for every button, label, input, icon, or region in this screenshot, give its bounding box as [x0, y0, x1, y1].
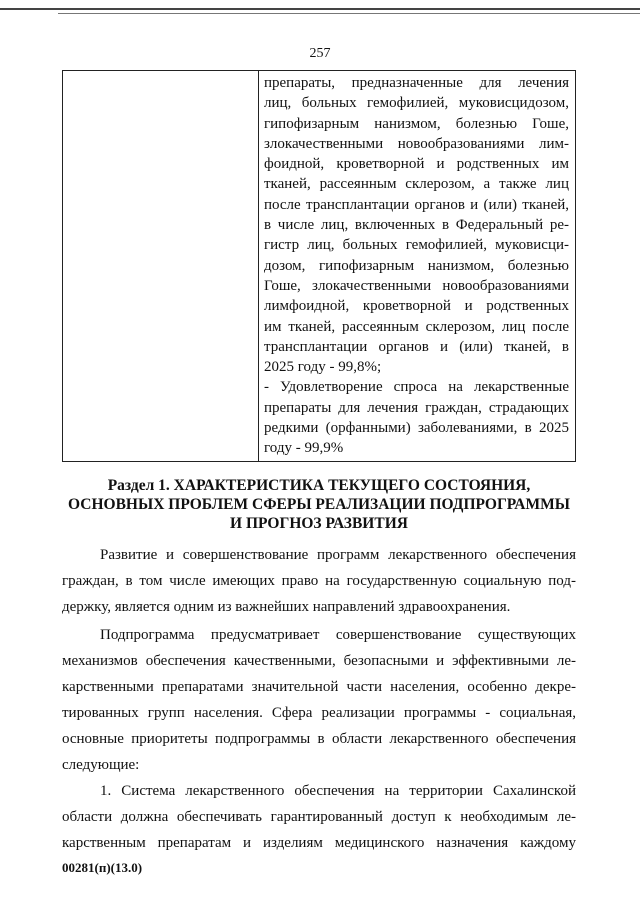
table-line: редкими (орфанными) заболеваниями, в 2025 — [264, 420, 569, 437]
header-rule — [0, 8, 640, 10]
document-code: 00281(п)(13.0) — [62, 860, 143, 875]
paragraph-line: следующие: — [62, 757, 140, 773]
paragraph-line: тированных групп населения. Сфера реализации программы - социальная, — [62, 705, 576, 721]
paragraph-1 — [62, 542, 576, 620]
paragraph-line: граждан, в том числе имеющих право на государственную социальную под- — [62, 573, 576, 589]
paragraph-line: держку, является одним из важнейших направлений здравоохранения. — [62, 599, 511, 615]
table-line: тканей, рассеянным склерозом, а также лиц — [264, 176, 569, 193]
paragraph-line: основные приоритеты подпрограммы в области лекарственного обеспечения — [62, 731, 576, 747]
table-line: гистр лиц, больных гемофилией, муковисци- — [264, 237, 569, 254]
paragraph-line: области должна обеспечивать гарантированный доступ к необходимым ле- — [62, 809, 576, 825]
table-line: фоидной, кроветворной и родственных им — [264, 156, 569, 173]
table-line: лимфоидной, кроветворной и родственных — [264, 298, 569, 315]
table-line: году - 99,9% — [264, 440, 344, 457]
table-line: 2025 году - 99,8%; — [264, 359, 382, 376]
paragraph-line: Развитие и совершенствование программ лекарственного обеспечения — [100, 547, 576, 563]
paragraph-line: карственным препаратам и изделиям медицинского назначения каждому — [62, 835, 576, 851]
table-line: им тканей, рассеянным склерозом, лиц после — [264, 318, 569, 335]
table-line: в числе лиц, включенных в Федеральный ре- — [264, 217, 569, 234]
table-line: после трансплантации органов и (или) тканей, — [264, 196, 569, 213]
table-line: препараты для лечения граждан, страдающих — [264, 399, 569, 416]
table-line: дозом, гипофизарным нанизмом, болезнью — [264, 257, 569, 274]
section-heading-line: Раздел 1. ХАРАКТЕРИСТИКА ТЕКУЩЕГО СОСТОЯНИЯ, — [107, 477, 531, 494]
paragraph-2 — [62, 622, 576, 778]
table-cell-text — [259, 71, 575, 461]
header-rule-thin — [58, 13, 640, 14]
paragraph-line: Подпрограмма предусматривает совершенствование существующих — [100, 627, 576, 643]
table-line: - Удовлетворение спроса на лекарственные — [264, 379, 569, 396]
page-number: 257 — [309, 46, 331, 61]
section-heading-line: ОСНОВНЫХ ПРОБЛЕМ СФЕРЫ РЕАЛИЗАЦИИ ПОДПРОГРАММЫ — [68, 496, 570, 513]
table-line: препараты, предназначенные для лечения — [264, 75, 569, 91]
table-line: Гоше, злокачественными новообразованиями — [264, 277, 569, 294]
section-heading — [62, 476, 576, 533]
paragraph-line: механизмов обеспечения качественными, безопасными и эффективными ле- — [62, 653, 576, 669]
paragraph-3 — [62, 778, 576, 856]
paragraph-line: карственными препаратами значительной части населения, особенно декре- — [62, 679, 576, 695]
table-line: лиц, больных гемофилией, муковисцидозом, — [264, 95, 569, 112]
table-line: трансплантации органов и (или) тканей, в — [264, 338, 569, 355]
section-heading-line: И ПРОГНОЗ РАЗВИТИЯ — [230, 515, 408, 532]
table-line: злокачественными новообразованиями лим- — [264, 135, 569, 152]
paragraph-line: 1. Система лекарственного обеспечения на территории Сахалинской — [100, 783, 576, 799]
table-line: гипофизарным нанизмом, болезнью Гоше, — [264, 115, 569, 132]
continuation-table — [62, 70, 576, 462]
table-cell-empty — [63, 71, 259, 461]
